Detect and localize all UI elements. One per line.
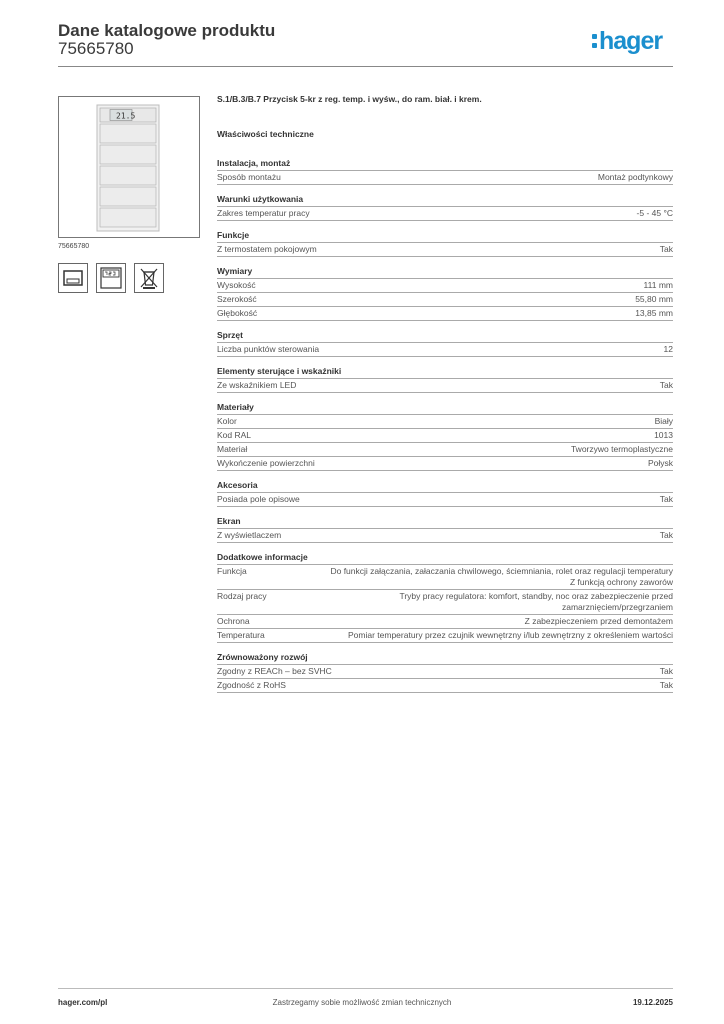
group-additional-info <box>217 550 673 643</box>
spec-row: Temperatura Pomiar temperatury przez czujnik wewnętrzny i/lub zewnętrzny z określeniem wartości <box>217 628 673 643</box>
spec-row: Zakres temperatur pracy -5 - 45 °C <box>217 206 673 221</box>
section-title: Właściwości techniczne <box>217 129 314 139</box>
footer-website-link[interactable]: hager.com/pl <box>58 998 108 1007</box>
group-dimensions <box>217 264 673 321</box>
spec-row: Z termostatem pokojowym Tak <box>217 242 673 257</box>
spec-row: Ochrona Z zabezpieczeniem przed demontażem <box>217 616 673 626</box>
group-controls <box>217 364 673 393</box>
spec-row: Materiał Tworzywo termoplastyczne <box>217 444 673 454</box>
product-switch-illustration <box>59 97 199 237</box>
group-title: Ekran <box>217 516 241 526</box>
spec-row: Sposób montażu Montaż podtynkowy <box>217 170 673 185</box>
spec-row: Posiada pole opisowe Tak <box>217 492 673 507</box>
page-title: Dane katalogowe produktu <box>58 21 276 40</box>
product-title: S.1/B.3/B.7 Przycisk 5-kr z reg. temp. i wyśw., do ram. biał. i krem. <box>217 94 482 104</box>
group-title: Dodatkowe informacje <box>217 552 308 562</box>
product-image <box>58 96 200 238</box>
spec-row: Liczba punktów sterowania 12 <box>217 342 673 357</box>
spec-row: Głębokość 13,85 mm <box>217 306 673 321</box>
group-title: Warunki użytkowania <box>217 194 304 204</box>
group-title: Sprzęt <box>217 330 243 340</box>
group-installation <box>217 156 673 185</box>
group-title: Materiały <box>217 402 254 412</box>
group-screen <box>217 514 673 543</box>
logo-text: hager <box>599 27 663 55</box>
footer-divider <box>58 988 673 989</box>
spec-row: Kolor Biały <box>217 416 673 426</box>
spec-row: Z wyświetlaczem Tak <box>217 528 673 543</box>
image-caption: 75665780 <box>58 243 90 250</box>
group-functions <box>217 228 673 257</box>
group-title: Zrównoważony rozwój <box>217 652 308 662</box>
spec-row: Kod RAL 1013 <box>217 430 673 440</box>
spec-row: Zgodność z RoHS Tak <box>217 678 673 693</box>
group-title: Wymiary <box>217 266 253 276</box>
display-readout: 21.5 <box>116 111 136 121</box>
footer-disclaimer: Zastrzegamy sobie możliwość zmian technicznych <box>272 998 452 1007</box>
spec-row: Szerokość 55,80 mm <box>217 294 673 304</box>
group-title: Akcesoria <box>217 480 258 490</box>
header-divider <box>58 66 673 67</box>
footer-date: 19.12.2025 <box>632 998 673 1007</box>
logo-dots-icon <box>592 34 597 48</box>
group-materials <box>217 400 673 471</box>
weee-bin-icon <box>134 263 164 293</box>
flush-mount-icon <box>58 263 88 293</box>
spec-row: Wykończenie powierzchni Połysk <box>217 456 673 471</box>
group-title: Instalacja, montaż <box>217 158 291 168</box>
product-code: 75665780 <box>58 39 134 58</box>
group-sustainability <box>217 650 673 693</box>
hager-logo <box>592 27 662 55</box>
spec-row: Rodzaj pracy Tryby pracy regulatora: komfort, standby, noc oraz zabezpieczenie przed zamarznięciem/przegrzaniem <box>217 591 673 612</box>
spec-row: Ze wskaźnikiem LED Tak <box>217 378 673 393</box>
group-conditions <box>217 192 673 221</box>
group-title: Elementy sterujące i wskaźniki <box>217 366 342 376</box>
spec-row: Zgodny z REACh – bez SVHC Tak <box>217 666 673 676</box>
display-thermostat-icon <box>96 263 126 293</box>
spec-content <box>217 92 673 693</box>
group-title: Funkcje <box>217 230 250 240</box>
group-hardware <box>217 328 673 357</box>
spec-row: Wysokość 111 mm <box>217 280 673 290</box>
spec-row: Funkcja Do funkcji załączania, załaczania chwilowego, ściemniania, rolet oraz regulacji temperatury Z funkcją ochrony zaworów <box>217 566 673 587</box>
group-accessories <box>217 478 673 507</box>
